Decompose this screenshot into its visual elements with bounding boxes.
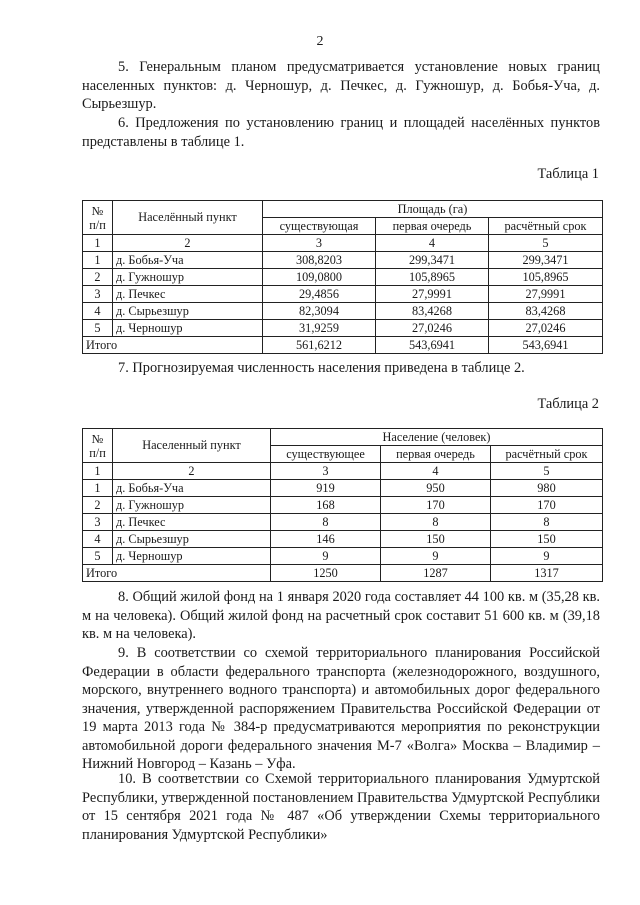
table-2-caption: Таблица 2: [537, 396, 599, 412]
total-existing: 1250: [271, 565, 381, 582]
row-final-term: 299,3471: [489, 252, 603, 269]
table-row: [83, 548, 603, 565]
total-first-stage: 1287: [381, 565, 491, 582]
header-place: Населенный пункт: [113, 429, 271, 463]
row-existing: 109,0800: [263, 269, 376, 286]
row-first-stage: 27,0246: [376, 320, 489, 337]
row-existing: 9: [271, 548, 381, 565]
row-number: 5: [83, 320, 113, 337]
row-existing: 29,4856: [263, 286, 376, 303]
table-header-row: [83, 429, 603, 446]
row-number: 4: [83, 303, 113, 320]
row-first-stage: 83,4268: [376, 303, 489, 320]
row-final-term: 105,8965: [489, 269, 603, 286]
header-final-term: расчётный срок: [491, 446, 603, 463]
row-first-stage: 950: [381, 480, 491, 497]
table-row: [83, 286, 603, 303]
paragraph-9: 9. В соответствии со схемой территориального планирования Российской Федерации в области федерального транспорта (железнодорожного, воздушного, морского, внутреннего водного транспорта) и автомобильных дорог федерального значения, утвержденной распоряжением Правительства Российской Федерации от 19 марта 2013 года № 384-р предусматриваются мероприятия по реконструкции автомобильной дороги федерального значения М-7 «Волга» Москва – Владимир – Нижний Новгород – Казань – Уфа.: [82, 645, 600, 772]
header-number: [83, 201, 113, 235]
total-label: Итого: [83, 565, 271, 582]
header-first-stage: первая очередь: [381, 446, 491, 463]
row-number: 1: [83, 252, 113, 269]
total-first-stage: 543,6941: [376, 337, 489, 354]
header-existing: существующая: [263, 218, 376, 235]
row-final-term: 170: [491, 497, 603, 514]
table-2: [82, 428, 603, 582]
row-place: д. Печкес: [113, 286, 263, 303]
table-row: [83, 480, 603, 497]
paragraph-10: 10. В соответствии со Схемой территориального планирования Удмуртской Республики, утвержденной постановлением Правительства Удмуртской Республики от 15 сентября 2021 года № 487 «Об утверждении Схемы территориального планирования Удмуртской Республики»: [82, 771, 600, 843]
table-row: [83, 269, 603, 286]
index-cell: 5: [489, 235, 603, 252]
row-number: 1: [83, 480, 113, 497]
header-final-term: расчётный срок: [489, 218, 603, 235]
header-place: Населённый пункт: [113, 201, 263, 235]
row-existing: 308,8203: [263, 252, 376, 269]
row-place: д. Бобья-Уча: [113, 480, 271, 497]
table-1-caption: Таблица 1: [537, 166, 599, 182]
row-place: д. Сырьезшур: [113, 303, 263, 320]
index-cell: 1: [83, 463, 113, 480]
row-number: 3: [83, 514, 113, 531]
table-index-row: [83, 463, 603, 480]
index-cell: 5: [491, 463, 603, 480]
row-place: д. Бобья-Уча: [113, 252, 263, 269]
row-final-term: 27,0246: [489, 320, 603, 337]
table-row: [83, 303, 603, 320]
row-number: 2: [83, 497, 113, 514]
table-1: [82, 200, 603, 354]
row-first-stage: 8: [381, 514, 491, 531]
index-cell: 2: [113, 235, 263, 252]
index-cell: 3: [263, 235, 376, 252]
header-number-line2: п/п: [89, 445, 106, 460]
row-place: д. Черношур: [113, 320, 263, 337]
row-final-term: 980: [491, 480, 603, 497]
header-number-line2: п/п: [89, 217, 106, 232]
index-cell: 4: [376, 235, 489, 252]
row-first-stage: 150: [381, 531, 491, 548]
table-row: [83, 514, 603, 531]
row-final-term: 150: [491, 531, 603, 548]
paragraph-7: 7. Прогнозируемая численность населения приведена в таблице 2.: [118, 360, 525, 376]
row-first-stage: 299,3471: [376, 252, 489, 269]
row-final-term: 8: [491, 514, 603, 531]
header-area-group: Площадь (га): [263, 201, 603, 218]
page-number: 2: [316, 34, 324, 49]
row-final-term: 83,4268: [489, 303, 603, 320]
row-place: д. Сырьезшур: [113, 531, 271, 548]
row-final-term: 27,9991: [489, 286, 603, 303]
row-number: 4: [83, 531, 113, 548]
table-total-row: [83, 565, 603, 582]
table-header-row: [83, 201, 603, 218]
row-existing: 146: [271, 531, 381, 548]
row-first-stage: 9: [381, 548, 491, 565]
row-place: д. Гужношур: [113, 269, 263, 286]
table-row: [83, 531, 603, 548]
row-existing: 31,9259: [263, 320, 376, 337]
row-place: д. Черношур: [113, 548, 271, 565]
row-number: 3: [83, 286, 113, 303]
total-final-term: 1317: [491, 565, 603, 582]
header-first-stage: первая очередь: [376, 218, 489, 235]
index-cell: 3: [271, 463, 381, 480]
total-label: Итого: [83, 337, 263, 354]
total-existing: 561,6212: [263, 337, 376, 354]
table-row: [83, 252, 603, 269]
paragraph-8: 8. Общий жилой фонд на 1 января 2020 года составляет 44 100 кв. м (35,28 кв. м на человека). Общий жилой фонд на расчетный срок составит 51 600 кв. м (39,18 кв. м на человека).: [82, 589, 600, 642]
header-number-line1: №: [91, 431, 104, 446]
row-final-term: 9: [491, 548, 603, 565]
paragraph-6: 6. Предложения по установлению границ и площадей населённых пунктов представлены в таблице 1.: [82, 115, 600, 150]
row-first-stage: 27,9991: [376, 286, 489, 303]
table-index-row: [83, 235, 603, 252]
row-number: 5: [83, 548, 113, 565]
row-existing: 168: [271, 497, 381, 514]
row-existing: 82,3094: [263, 303, 376, 320]
row-place: д. Гужношур: [113, 497, 271, 514]
index-cell: 2: [113, 463, 271, 480]
table-row: [83, 497, 603, 514]
row-first-stage: 105,8965: [376, 269, 489, 286]
paragraph-5: 5. Генеральным планом предусматривается установление новых границ населенных пунктов: д. Черношур, д. Печкес, д. Гужношур, д. Бобья-Уча, д. Сырьезшур.: [82, 59, 600, 112]
table-total-row: [83, 337, 603, 354]
header-population-group: Население (человек): [271, 429, 603, 446]
header-number-line1: №: [91, 203, 104, 218]
total-final-term: 543,6941: [489, 337, 603, 354]
header-existing: существующее: [271, 446, 381, 463]
header-number: [83, 429, 113, 463]
row-existing: 8: [271, 514, 381, 531]
row-first-stage: 170: [381, 497, 491, 514]
index-cell: 1: [83, 235, 113, 252]
table-row: [83, 320, 603, 337]
index-cell: 4: [381, 463, 491, 480]
row-number: 2: [83, 269, 113, 286]
row-place: д. Печкес: [113, 514, 271, 531]
row-existing: 919: [271, 480, 381, 497]
